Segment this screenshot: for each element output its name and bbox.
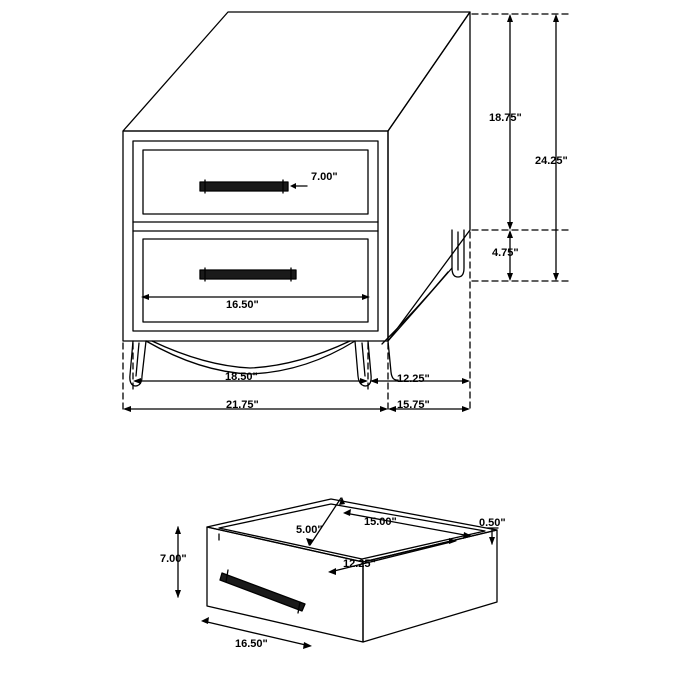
dim-label-drawer-interior-width: 15.00" <box>364 516 397 528</box>
dim-label-width-front-inner: 18.50" <box>225 371 258 383</box>
dim-label-width-front-outer: 21.75" <box>226 399 259 411</box>
dim-label-height-total: 24.25" <box>535 155 568 167</box>
dim-label-depth-side-inner: 12.25" <box>397 373 430 385</box>
dim-label-height-legs: 4.75" <box>492 247 519 259</box>
dim-label-drawer-wall-thickness: 0.50" <box>479 517 506 529</box>
dim-label-drawer-front-width: 16.50" <box>226 299 259 311</box>
dim-label-drawer-pull-upper: 7.00" <box>311 171 338 183</box>
dim-label-drawer-interior-side: 12.25" <box>343 558 376 570</box>
dim-label-height-upper-body: 18.75" <box>489 112 522 124</box>
dim-label-drawer-front-length: 16.50" <box>235 638 268 650</box>
dim-label-depth-side-outer: 15.75" <box>397 399 430 411</box>
dim-label-drawer-height: 7.00" <box>160 553 187 565</box>
dim-label-drawer-interior-depth: 5.00" <box>296 524 323 536</box>
